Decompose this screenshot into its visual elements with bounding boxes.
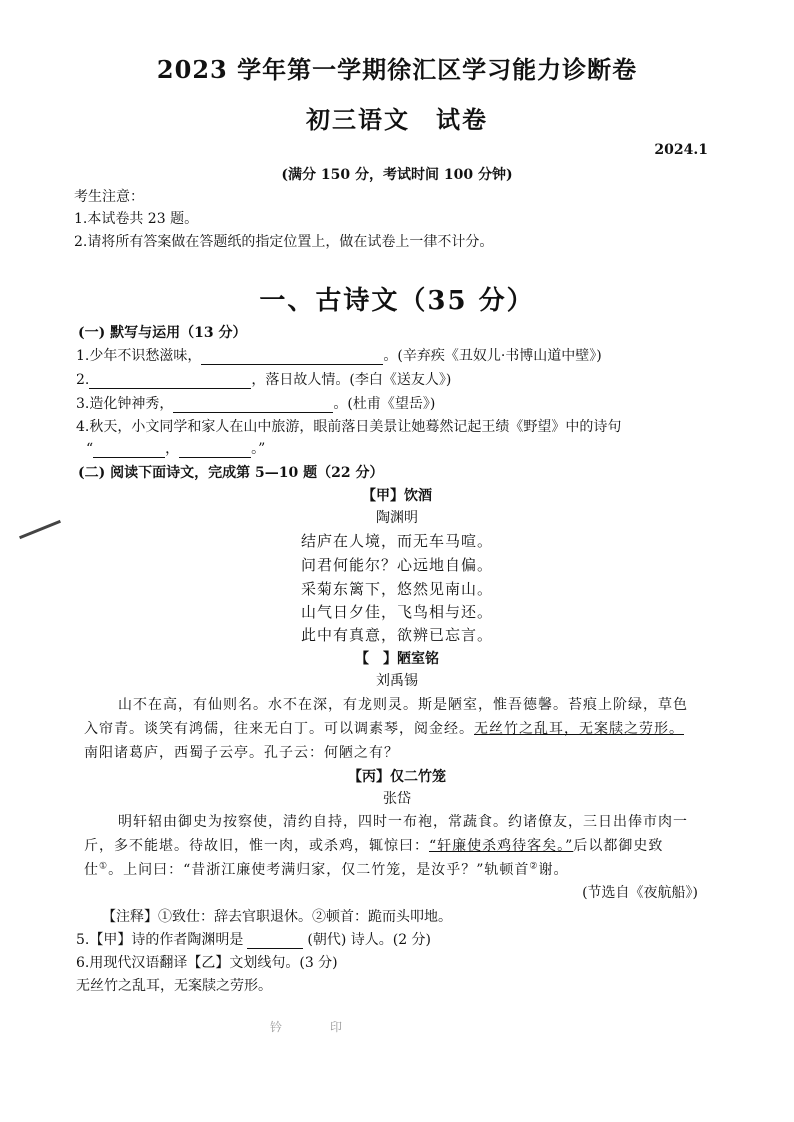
text-c-line-3-a: 仕 [84, 862, 99, 878]
question-3 [76, 393, 435, 413]
notice-item-2: 2.请将所有答案做在答题纸的指定位置上，做在试卷上一律不计分。 [74, 234, 494, 250]
poem-a-line-2: 问君何能尔？心远地自偏。 [300, 556, 493, 574]
question-6-sentence: 无丝竹之乱耳，无案牍之劳形。 [76, 978, 272, 994]
question-4-line2 [86, 438, 265, 458]
question-1 [76, 345, 602, 365]
q1-suffix: 。(辛弃疾《丑奴儿·书博山道中壁》) [383, 348, 602, 364]
text-c-title: 【丙】仅二竹笼 [348, 769, 446, 785]
text-c-source: (节选自《夜航船》) [582, 885, 698, 901]
q1-answer-blank[interactable] [201, 348, 383, 365]
text-b-author: 刘禹锡 [376, 673, 418, 689]
question-5 [76, 929, 431, 949]
notice-heading: 考生注意： [74, 189, 144, 205]
q4-open-quote: “ [86, 441, 94, 457]
text-c-underlined-quote: “轩廉使杀鸡待客矣。” [429, 838, 574, 854]
question-6: 6.用现代汉语翻译【乙】文划线句。(3 分) [76, 955, 338, 971]
text-c-line-2-a: 斤，多不能堪。待故旧，惟一肉，或杀鸡，辄惊曰： [84, 838, 429, 854]
text-b-line-1: 山不在高，有仙则名。水不在深，有龙则灵。斯是陋室，惟吾德馨。苔痕上阶绿，草色 [118, 697, 688, 713]
notice-item-1: 1.本试卷共 23 题。 [74, 211, 199, 227]
poem-a-line-1: 结庐在人境，而无车马喧。 [300, 532, 493, 550]
q2-prefix: 2. [76, 372, 90, 388]
score-time-line: (满分 150 分，考试时间 100 分钟) [281, 167, 513, 183]
text-c-line-3-b: 。上问曰：“昔浙江廉使考满归家，仅二竹笼，是汝乎？”轨顿首 [108, 862, 530, 878]
poem-a-line-4: 山气日夕佳，飞鸟相与还。 [300, 603, 493, 621]
q2-suffix: ，落日故人情。(李白《送友人》) [251, 372, 452, 388]
text-c-line-3-c: 谢。 [538, 862, 569, 878]
q5-suffix: (朝代) 诗人。(2 分) [307, 932, 432, 948]
question-4-line1: 4.秋天，小文同学和家人在山中旅游，眼前落日美景让她蓦然记起王绩《野望》中的诗句 [76, 419, 622, 435]
text-b-underlined-sentence: 无丝竹之乱耳，无案牍之劳形。 [474, 721, 684, 737]
text-c-author: 张岱 [383, 791, 411, 807]
text-c-line-2 [84, 835, 663, 855]
footnote-marker-1: ① [99, 861, 109, 872]
text-c-line-3 [84, 859, 568, 879]
text-b-title: 【 】陋室铭 [355, 651, 439, 667]
q3-suffix: 。(杜甫《望岳》) [333, 396, 436, 412]
exam-subtitle: 初三语文 试卷 [306, 105, 488, 134]
q4-answer-blank-1[interactable] [93, 441, 165, 458]
q3-prefix: 3.造化钟神秀， [76, 396, 174, 412]
annotation-note: 【注释】①致仕：辞去官职退休。②顿首：跪而头叩地。 [102, 909, 452, 925]
poem-a-title: 【甲】饮酒 [362, 488, 432, 504]
text-b-line-3: 南阳诸葛庐，西蜀子云亭。孔子云：何陋之有？ [84, 745, 399, 761]
question-2 [76, 369, 451, 389]
part2-title: (二) 阅读下面诗文，完成第 5—10 题（22 分） [78, 465, 384, 481]
footnote-marker-2: ② [529, 861, 539, 872]
q4-close-quote: 。” [251, 441, 266, 457]
q2-answer-blank[interactable] [89, 372, 251, 389]
q5-prefix: 5.【甲】诗的作者陶渊明是 [76, 932, 244, 948]
exam-title: 2023 学年第一学期徐汇区学习能力诊断卷 [156, 55, 638, 84]
poem-a-line-3: 采菊东篱下，悠然见南山。 [300, 580, 493, 598]
q4-comma: ， [165, 441, 180, 457]
poem-a-author: 陶渊明 [376, 510, 418, 526]
text-b-line-2 [84, 718, 684, 738]
poem-a-line-5: 此中有真意，欲辨已忘言。 [300, 626, 493, 644]
q3-answer-blank[interactable] [173, 396, 333, 413]
q4-answer-blank-2[interactable] [179, 441, 251, 458]
part1-title: (一) 默写与运用（13 分） [78, 325, 247, 341]
q1-prefix: 1.少年不识愁滋味， [76, 348, 202, 364]
text-c-line-2-c: 后以都御史致 [573, 838, 664, 854]
section-title: 一、古诗文（35 分） [259, 286, 535, 316]
text-c-line-1: 明轩轺由御史为按察使，清约自持，四时一布袍，常蔬食。约诸僚友，三日出俸市肉一 [118, 814, 688, 830]
q5-answer-blank[interactable] [247, 932, 303, 949]
text-b-line-2-plain: 入帘青。谈笑有鸿儒，往来无白丁。可以调素琴，阅金经。 [84, 721, 474, 737]
faint-footer-text: 钤 印 [270, 1020, 351, 1034]
exam-date: 2024.1 [654, 142, 708, 158]
